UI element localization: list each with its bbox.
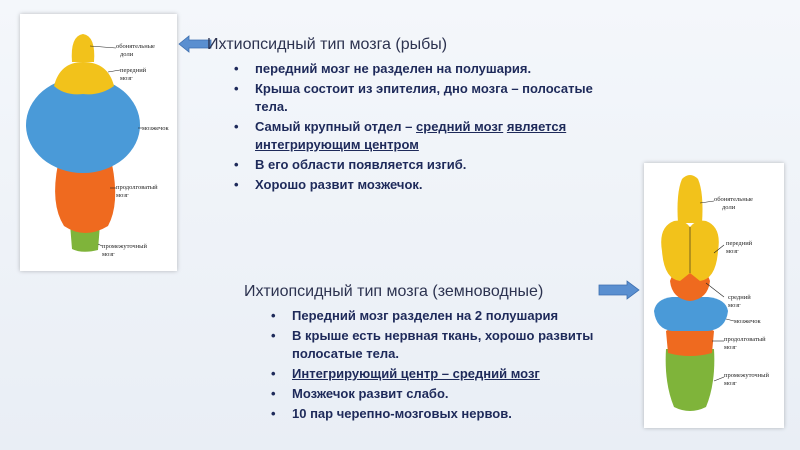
amph-label-diencephalon-2: мозг [724,380,737,387]
amph-label-cerebellum: мозжечок [734,318,761,325]
fish-bullet-5: • Хорошо развит мозжечок. [234,177,423,192]
fish-title: Ихтиопсидный тип мозга (рыбы) [207,36,448,53]
amphibian-bullet-2: • В крыше есть нервная ткань, хорошо развиты полосатые тела. [271,328,594,361]
fish-section [207,36,627,196]
amph-label-medulla-2: мозг [724,344,737,351]
fish-bullet-3: • Самый крупный отдел – средний мозг является интегрирующим центром [234,119,567,152]
amphibian-brain-diagram [644,163,784,428]
amph-label-medulla: продолговатый [724,336,766,343]
amph-label-midbrain-2: мозг [728,302,741,309]
amph-label-forebrain-2: мозг [726,248,739,255]
fish-bullet-2: • Крыша состоит из эпителия, дно мозга – полосатые тела. [234,81,593,114]
fish-brain-diagram [20,14,177,271]
label-olfactory-2: доли [120,51,134,58]
label-diencephalon: промежуточный [102,243,148,250]
label-forebrain-2: мозг [120,75,133,82]
amphibian-bullet-3: • Интегрирующий центр – средний мозг [271,366,540,381]
fish-bullet-1: • передний мозг не разделен на полушария. [234,61,532,76]
amph-label-olfactory: обонятельные [714,196,753,203]
amphibian-bullet-1: • Передний мозг разделен на 2 полушария [271,308,559,323]
amph-label-midbrain: средний [728,294,751,301]
amph-label-forebrain: передний [726,240,753,247]
amphibian-bullet-list [244,307,624,423]
label-medulla: продолговатый [116,184,158,191]
amphibian-brain-illustration [644,163,784,428]
fish-brain-illustration [20,14,177,271]
label-medulla-2: мозг [116,192,129,199]
arrow-right-icon [598,280,640,300]
amphibian-title: Ихтиопсидный тип мозга (земноводные) [244,283,544,300]
fish-bullet-list [207,60,627,194]
amphibian-bullet-4: • Мозжечок развит слабо. [271,386,449,401]
label-diencephalon-2: мозг [102,251,115,258]
label-forebrain: передний [120,67,147,74]
label-olfactory: обонятельные [116,43,155,50]
amph-label-diencephalon: промежуточный [724,372,770,379]
label-cerebellum: мозжечок [142,125,169,132]
amphibian-bullet-5: • 10 пар черепно-мозговых нервов. [271,406,512,421]
amphibian-section [244,283,624,425]
amph-label-olfactory-2: доли [722,204,736,211]
fish-bullet-4: • В его области появляется изгиб. [234,157,467,172]
